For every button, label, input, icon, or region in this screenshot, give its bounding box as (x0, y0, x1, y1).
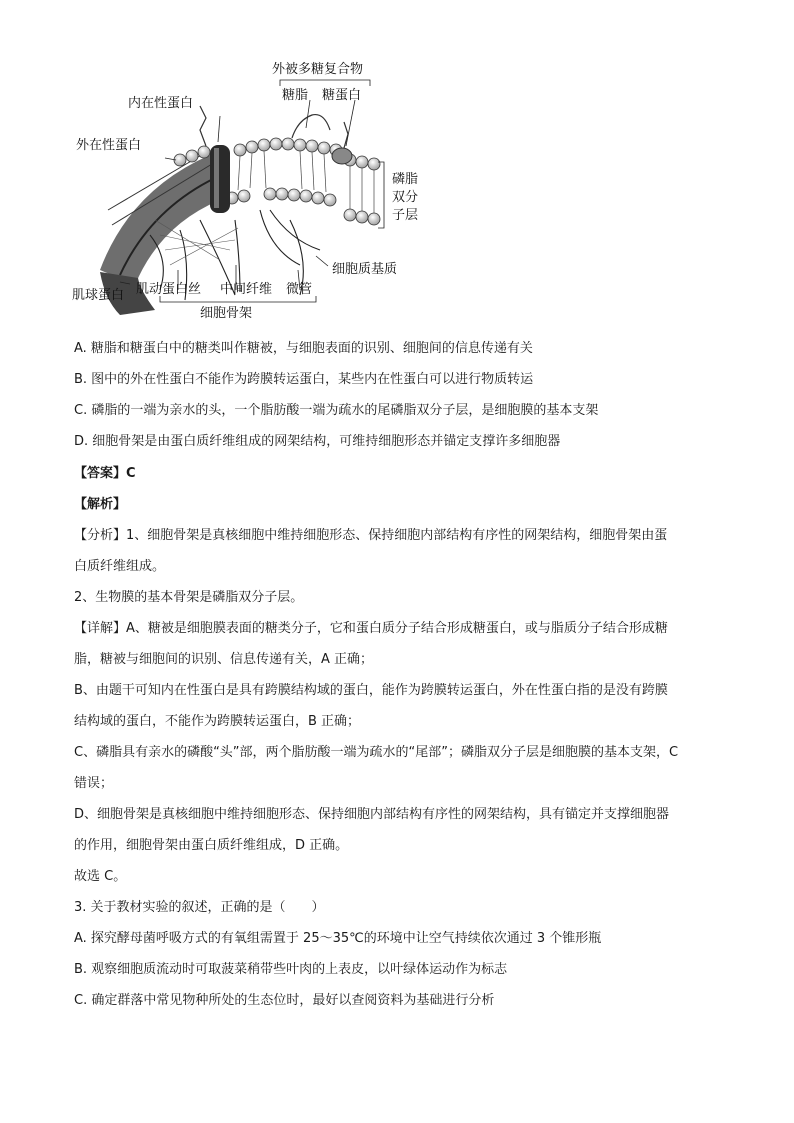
label-cytoskeleton: 细胞骨架 (200, 306, 253, 321)
question-3-stem: 3. 关于教材实验的叙述，正确的是（ ） (74, 900, 325, 915)
detail-line-2: 脂，糖被与细胞间的识别、信息传递有关，A 正确； (74, 652, 374, 667)
analysis-line-1: 【分析】1、细胞骨架是真核细胞中维持细胞形态、保持细胞内部结构有序性的网架结构，细胞骨架由蛋 (74, 528, 668, 543)
detail-line-6: 错误； (74, 776, 114, 791)
detail-line-5: C、磷脂具有亲水的磷酸“头”部，两个脂肪酸一端为疏水的“尾部”；磷脂双分子层是细胞膜的基本支架，C (74, 745, 679, 760)
label-actin-filament: 肌动蛋白丝 (136, 282, 202, 297)
membrane-diagram (60, 60, 440, 330)
detail-line-3: B、由题干可知内在性蛋白是具有跨膜结构域的蛋白，能作为跨膜转运蛋白，外在性蛋白指的是没有跨膜 (74, 683, 668, 698)
label-bilayer-line2: 双分 (392, 190, 419, 205)
label-integral-protein: 内在性蛋白 (128, 96, 194, 111)
analysis-heading: 【解析】 (74, 497, 127, 512)
option-d: D. 细胞骨架是由蛋白质纤维组成的网架结构，可维持细胞形态并锚定支撑许多细胞器 (74, 434, 561, 449)
analysis-line-2: 白质纤维组成。 (74, 559, 166, 574)
detail-line-4: 结构域的蛋白，不能作为跨膜转运蛋白，B 正确； (74, 714, 361, 729)
label-glycocalyx: 外被多糖复合物 (272, 62, 364, 77)
answer-label: 【答案】C (74, 466, 136, 481)
q3-option-c: C. 确定群落中常见物种所处的生态位时，最好以查阅资料为基础进行分析 (74, 993, 495, 1008)
label-cytoplasmic-matrix: 细胞质基质 (332, 262, 398, 277)
label-peripheral-protein: 外在性蛋白 (76, 138, 142, 153)
detail-line-1: 【详解】A、糖被是细胞膜表面的糖类分子，它和蛋白质分子结合形成糖蛋白，或与脂质分子结合形成糖 (74, 621, 668, 636)
detail-line-7: D、细胞骨架是真核细胞中维持细胞形态、保持细胞内部结构有序性的网架结构，具有锚定并支撑细胞器 (74, 807, 670, 822)
option-c: C. 磷脂的一端为亲水的头，一个脂肪酸一端为疏水的尾磷脂双分子层，是细胞膜的基本支架 (74, 403, 599, 418)
label-bilayer-line3: 子层 (392, 208, 419, 223)
label-intermediate-filament: 中间纤维 (220, 282, 273, 297)
analysis-line-3: 2、生物膜的基本骨架是磷脂双分子层。 (74, 590, 304, 605)
option-b: B. 图中的外在性蛋白不能作为跨膜转运蛋白，某些内在性蛋白可以进行物质转运 (74, 372, 534, 387)
label-bilayer-line1: 磷脂 (392, 172, 419, 187)
label-microtubule: 微管 (286, 282, 313, 297)
detail-line-8: 的作用，细胞骨架由蛋白质纤维组成，D 正确。 (74, 838, 349, 853)
label-glycoprotein: 糖蛋白 (322, 88, 362, 103)
label-myosin: 肌球蛋白 (72, 288, 125, 303)
conclusion: 故选 C。 (74, 869, 127, 884)
label-glycolipid: 糖脂 (282, 88, 309, 103)
option-a: A. 糖脂和糖蛋白中的糖类叫作糖被，与细胞表面的识别、细胞间的信息传递有关 (74, 341, 533, 356)
q3-option-b: B. 观察细胞质流动时可取菠菜稍带些叶肉的上表皮，以叶绿体运动作为标志 (74, 962, 508, 977)
q3-option-a: A. 探究酵母菌呼吸方式的有氧组需置于 25～35℃的环境中让空气持续依次通过 3 个锥形瓶 (74, 931, 602, 946)
